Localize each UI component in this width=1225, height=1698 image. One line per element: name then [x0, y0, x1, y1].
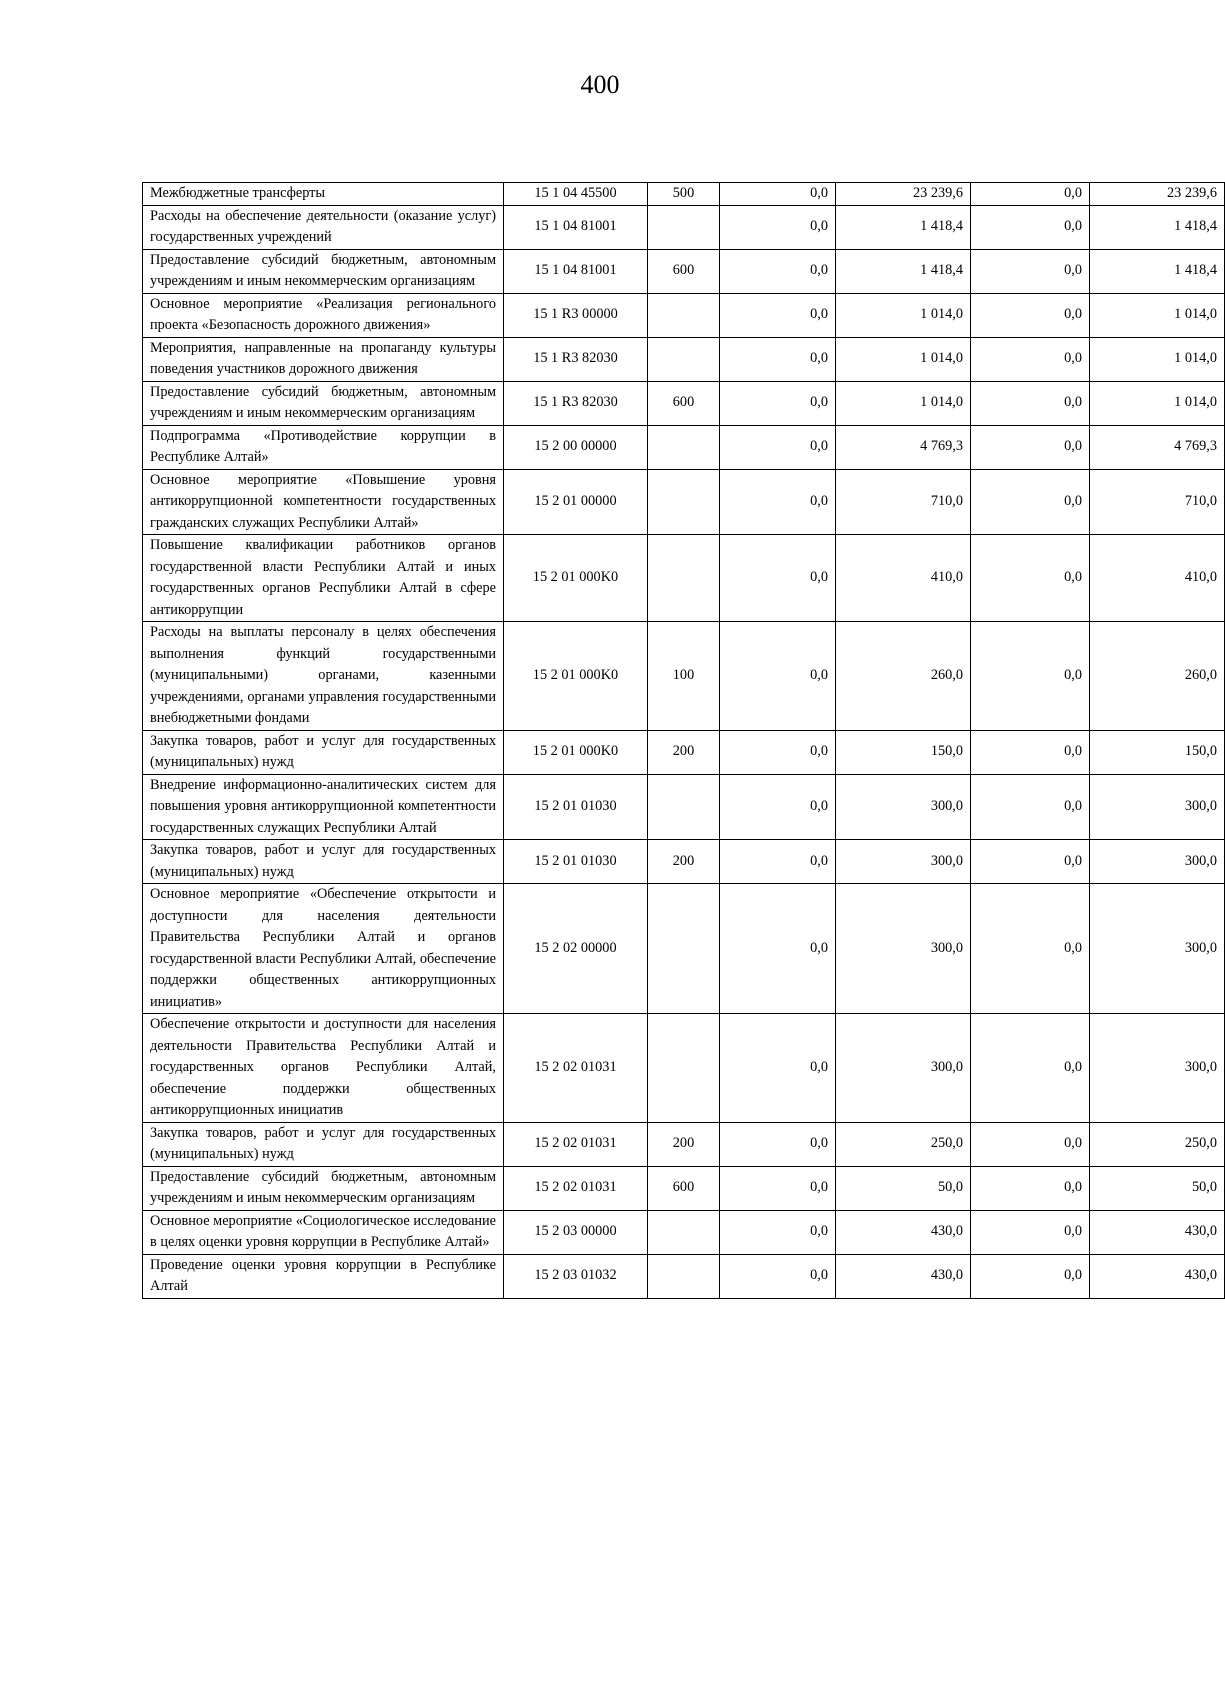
- row-value-2-cell: 1 418,4: [836, 249, 971, 293]
- row-value-3-cell: 0,0: [971, 1254, 1090, 1298]
- row-code-cell: 15 2 03 00000: [504, 1210, 648, 1254]
- row-value-4-cell: 23 239,6: [1090, 183, 1225, 206]
- table-row: [143, 249, 1225, 293]
- row-value-3-cell: 0,0: [971, 249, 1090, 293]
- row-value-2-cell: 300,0: [836, 840, 971, 884]
- row-value-4-cell: 4 769,3: [1090, 425, 1225, 469]
- row-value-1-cell: 0,0: [720, 337, 836, 381]
- row-code-cell: 15 2 01 01030: [504, 774, 648, 840]
- row-name-cell: Повышение квалификации работников органов государственной власти Республики Алтай и иных государственных органов Республики Алтай в сфере антикоррупции: [143, 535, 504, 622]
- table-row: [143, 1254, 1225, 1298]
- row-value-3-cell: 0,0: [971, 381, 1090, 425]
- row-code-cell: 15 2 01 00000: [504, 469, 648, 535]
- row-value-1-cell: 0,0: [720, 205, 836, 249]
- row-value-2-cell: 150,0: [836, 730, 971, 774]
- row-value-2-cell: 300,0: [836, 884, 971, 1014]
- table-row: [143, 1166, 1225, 1210]
- row-value-4-cell: 50,0: [1090, 1166, 1225, 1210]
- row-code-cell: 15 1 R3 82030: [504, 337, 648, 381]
- row-value-2-cell: 50,0: [836, 1166, 971, 1210]
- row-code-cell: 15 2 02 01031: [504, 1166, 648, 1210]
- row-code-cell: 15 1 04 81001: [504, 249, 648, 293]
- row-value-1-cell: 0,0: [720, 1166, 836, 1210]
- table-row: [143, 205, 1225, 249]
- budget-table-body: [143, 183, 1225, 1299]
- row-value-3-cell: 0,0: [971, 425, 1090, 469]
- row-code-cell: 15 2 03 01032: [504, 1254, 648, 1298]
- row-name-cell: Предоставление субсидий бюджетным, автономным учреждениям и иным некоммерческим организациям: [143, 381, 504, 425]
- row-value-4-cell: 430,0: [1090, 1210, 1225, 1254]
- row-value-4-cell: 260,0: [1090, 622, 1225, 731]
- row-name-cell: Основное мероприятие «Повышение уровня антикоррупционной компетентности государственных гражданских служащих Республики Алтай»: [143, 469, 504, 535]
- row-code-cell: 15 2 02 01031: [504, 1122, 648, 1166]
- row-value-3-cell: 0,0: [971, 337, 1090, 381]
- row-value-4-cell: 410,0: [1090, 535, 1225, 622]
- row-value-3-cell: 0,0: [971, 774, 1090, 840]
- row-expense-type-cell: 600: [648, 381, 720, 425]
- row-code-cell: 15 2 01 000K0: [504, 622, 648, 731]
- row-name-cell: Подпрограмма «Противодействие коррупции в Республике Алтай»: [143, 425, 504, 469]
- row-name-cell: Закупка товаров, работ и услуг для государственных (муниципальных) нужд: [143, 840, 504, 884]
- row-name-cell: Проведение оценки уровня коррупции в Республике Алтай: [143, 1254, 504, 1298]
- row-code-cell: 15 1 R3 82030: [504, 381, 648, 425]
- table-row: [143, 469, 1225, 535]
- table-row: [143, 884, 1225, 1014]
- row-code-cell: 15 2 01 01030: [504, 840, 648, 884]
- table-row: [143, 183, 1225, 206]
- row-name-cell: Основное мероприятие «Социологическое исследование в целях оценки уровня коррупции в Республике Алтай»: [143, 1210, 504, 1254]
- row-value-3-cell: 0,0: [971, 1014, 1090, 1123]
- row-value-2-cell: 1 014,0: [836, 293, 971, 337]
- row-value-4-cell: 300,0: [1090, 1014, 1225, 1123]
- table-row: [143, 774, 1225, 840]
- row-code-cell: 15 2 00 00000: [504, 425, 648, 469]
- row-name-cell: Расходы на выплаты персоналу в целях обеспечения выполнения функций государственными (муниципальными) органами, казенными учреждениями, органами управления государственными внебюджетными фондами: [143, 622, 504, 731]
- row-value-3-cell: 0,0: [971, 183, 1090, 206]
- row-expense-type-cell: [648, 293, 720, 337]
- table-row: [143, 1014, 1225, 1123]
- table-row: [143, 337, 1225, 381]
- row-value-1-cell: 0,0: [720, 774, 836, 840]
- row-code-cell: 15 1 R3 00000: [504, 293, 648, 337]
- table-row: [143, 425, 1225, 469]
- table-row: [143, 381, 1225, 425]
- row-value-3-cell: 0,0: [971, 1210, 1090, 1254]
- row-expense-type-cell: 500: [648, 183, 720, 206]
- table-row: [143, 840, 1225, 884]
- row-expense-type-cell: [648, 1014, 720, 1123]
- row-value-2-cell: 1 418,4: [836, 205, 971, 249]
- row-value-3-cell: 0,0: [971, 1122, 1090, 1166]
- row-name-cell: Мероприятия, направленные на пропаганду культуры поведения участников дорожного движения: [143, 337, 504, 381]
- row-value-4-cell: 1 014,0: [1090, 293, 1225, 337]
- row-value-2-cell: 1 014,0: [836, 337, 971, 381]
- row-value-1-cell: 0,0: [720, 730, 836, 774]
- page-number: 400: [580, 70, 620, 99]
- row-expense-type-cell: [648, 337, 720, 381]
- row-name-cell: Обеспечение открытости и доступности для населения деятельности Правительства Республики Алтай и государственных органов Республики Алтай, обеспечение поддержки общественных антикоррупционных инициатив: [143, 1014, 504, 1123]
- row-value-2-cell: 300,0: [836, 774, 971, 840]
- row-value-1-cell: 0,0: [720, 1254, 836, 1298]
- row-value-1-cell: 0,0: [720, 840, 836, 884]
- row-value-1-cell: 0,0: [720, 1122, 836, 1166]
- row-value-1-cell: 0,0: [720, 249, 836, 293]
- row-value-1-cell: 0,0: [720, 535, 836, 622]
- row-value-4-cell: 1 418,4: [1090, 205, 1225, 249]
- row-value-3-cell: 0,0: [971, 1166, 1090, 1210]
- row-value-3-cell: 0,0: [971, 535, 1090, 622]
- row-value-1-cell: 0,0: [720, 425, 836, 469]
- row-value-4-cell: 1 418,4: [1090, 249, 1225, 293]
- row-code-cell: 15 2 02 01031: [504, 1014, 648, 1123]
- row-value-4-cell: 300,0: [1090, 884, 1225, 1014]
- row-value-1-cell: 0,0: [720, 1210, 836, 1254]
- row-value-2-cell: 300,0: [836, 1014, 971, 1123]
- row-value-3-cell: 0,0: [971, 884, 1090, 1014]
- row-name-cell: Предоставление субсидий бюджетным, автономным учреждениям и иным некоммерческим организациям: [143, 1166, 504, 1210]
- row-expense-type-cell: [648, 535, 720, 622]
- row-value-4-cell: 430,0: [1090, 1254, 1225, 1298]
- row-value-4-cell: 1 014,0: [1090, 381, 1225, 425]
- row-value-2-cell: 23 239,6: [836, 183, 971, 206]
- table-row: [143, 293, 1225, 337]
- table-row: [143, 730, 1225, 774]
- table-row: [143, 535, 1225, 622]
- row-expense-type-cell: 200: [648, 730, 720, 774]
- row-value-1-cell: 0,0: [720, 469, 836, 535]
- row-name-cell: Основное мероприятие «Реализация регионального проекта «Безопасность дорожного движения»: [143, 293, 504, 337]
- row-expense-type-cell: [648, 1254, 720, 1298]
- row-value-1-cell: 0,0: [720, 381, 836, 425]
- row-expense-type-cell: [648, 774, 720, 840]
- row-name-cell: Закупка товаров, работ и услуг для государственных (муниципальных) нужд: [143, 730, 504, 774]
- row-expense-type-cell: 600: [648, 1166, 720, 1210]
- row-code-cell: 15 2 01 000K0: [504, 730, 648, 774]
- row-name-cell: Предоставление субсидий бюджетным, автономным учреждениям и иным некоммерческим организациям: [143, 249, 504, 293]
- row-expense-type-cell: [648, 205, 720, 249]
- budget-table: [142, 182, 1225, 1299]
- row-value-1-cell: 0,0: [720, 293, 836, 337]
- row-value-4-cell: 150,0: [1090, 730, 1225, 774]
- row-code-cell: 15 2 01 000K0: [504, 535, 648, 622]
- table-row: [143, 1210, 1225, 1254]
- row-code-cell: 15 2 02 00000: [504, 884, 648, 1014]
- row-value-3-cell: 0,0: [971, 730, 1090, 774]
- row-value-2-cell: 410,0: [836, 535, 971, 622]
- row-value-4-cell: 710,0: [1090, 469, 1225, 535]
- table-row: [143, 1122, 1225, 1166]
- row-expense-type-cell: 200: [648, 840, 720, 884]
- row-name-cell: Расходы на обеспечение деятельности (оказание услуг) государственных учреждений: [143, 205, 504, 249]
- row-name-cell: Основное мероприятие «Обеспечение открытости и доступности для населения деятельности Правительства Республики Алтай и органов государственной власти Республики Алтай, обеспечение поддержки общественных антикоррупционных инициатив»: [143, 884, 504, 1014]
- row-value-4-cell: 250,0: [1090, 1122, 1225, 1166]
- row-value-3-cell: 0,0: [971, 622, 1090, 731]
- row-value-2-cell: 260,0: [836, 622, 971, 731]
- row-value-4-cell: 300,0: [1090, 774, 1225, 840]
- row-value-1-cell: 0,0: [720, 1014, 836, 1123]
- row-expense-type-cell: [648, 884, 720, 1014]
- row-code-cell: 15 1 04 81001: [504, 205, 648, 249]
- row-value-2-cell: 4 769,3: [836, 425, 971, 469]
- row-value-2-cell: 430,0: [836, 1254, 971, 1298]
- row-value-4-cell: 300,0: [1090, 840, 1225, 884]
- row-value-1-cell: 0,0: [720, 884, 836, 1014]
- row-value-2-cell: 710,0: [836, 469, 971, 535]
- row-value-2-cell: 250,0: [836, 1122, 971, 1166]
- row-value-3-cell: 0,0: [971, 205, 1090, 249]
- row-value-1-cell: 0,0: [720, 183, 836, 206]
- row-expense-type-cell: [648, 469, 720, 535]
- row-expense-type-cell: 600: [648, 249, 720, 293]
- row-code-cell: 15 1 04 45500: [504, 183, 648, 206]
- row-name-cell: Закупка товаров, работ и услуг для государственных (муниципальных) нужд: [143, 1122, 504, 1166]
- row-value-1-cell: 0,0: [720, 622, 836, 731]
- row-value-3-cell: 0,0: [971, 293, 1090, 337]
- row-expense-type-cell: 100: [648, 622, 720, 731]
- row-expense-type-cell: [648, 425, 720, 469]
- row-value-3-cell: 0,0: [971, 469, 1090, 535]
- row-expense-type-cell: [648, 1210, 720, 1254]
- table-row: [143, 622, 1225, 731]
- row-value-2-cell: 430,0: [836, 1210, 971, 1254]
- row-value-3-cell: 0,0: [971, 840, 1090, 884]
- row-value-2-cell: 1 014,0: [836, 381, 971, 425]
- row-name-cell: Межбюджетные трансферты: [143, 183, 504, 206]
- row-value-4-cell: 1 014,0: [1090, 337, 1225, 381]
- row-name-cell: Внедрение информационно-аналитических систем для повышения уровня антикоррупционной компетентности государственных служащих Республики Алтай: [143, 774, 504, 840]
- row-expense-type-cell: 200: [648, 1122, 720, 1166]
